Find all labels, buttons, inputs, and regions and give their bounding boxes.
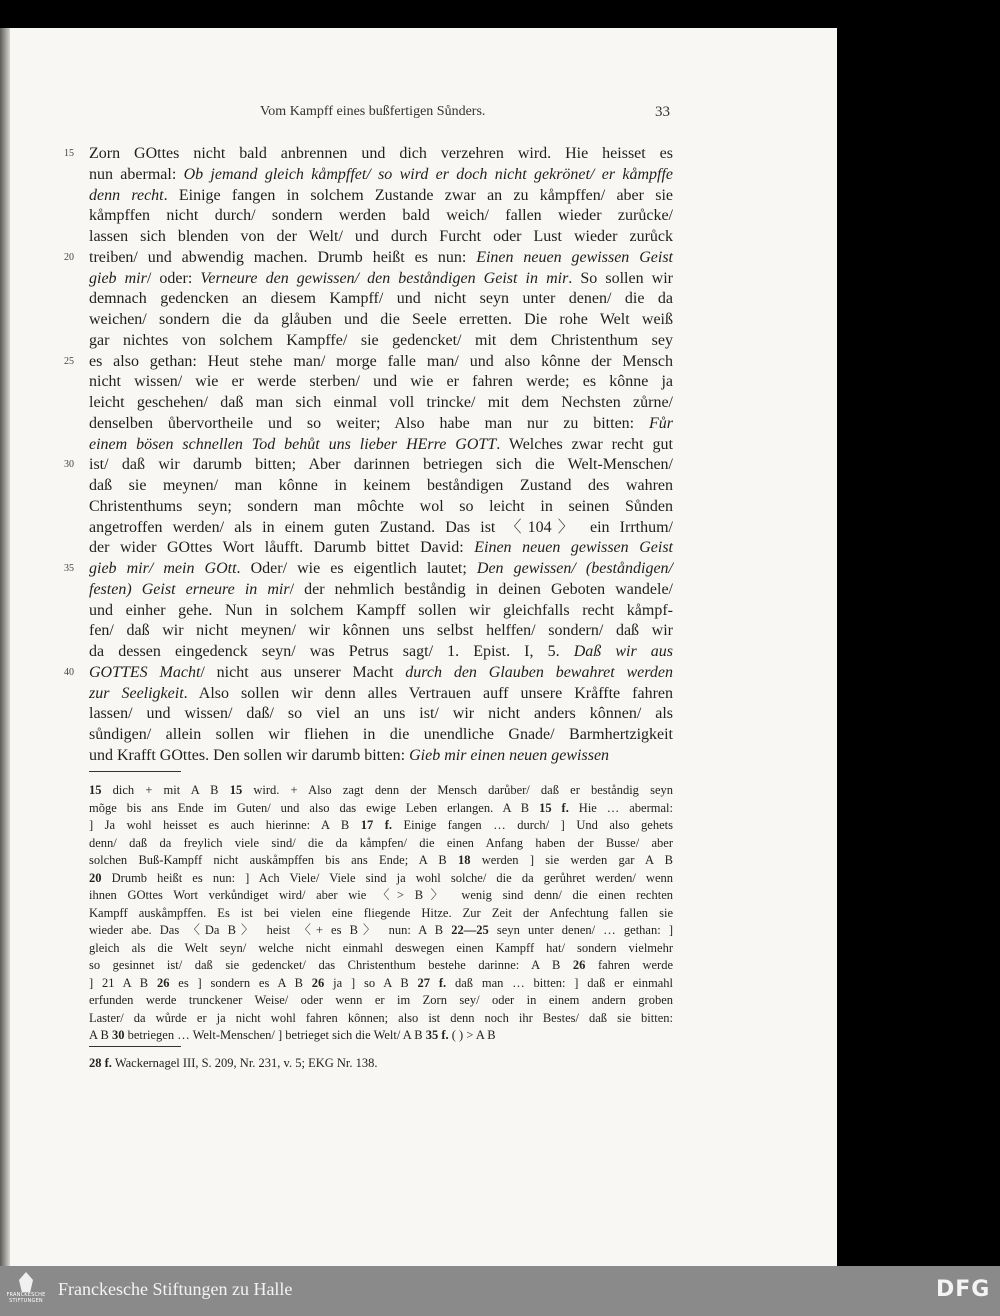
text-segment: . So sollen wir <box>568 269 673 287</box>
text-segment: Drumb heißt es nun: ] Ach Viele/ Viele sind ja wohl solche/ die da gerůhret werden/ wenn <box>101 870 673 885</box>
running-head-title: Vom Kampff eines bußfertigen Sůnders. <box>260 104 486 119</box>
text-segment: seyn unter denen/ … gethan: ] <box>488 923 673 937</box>
text-line <box>89 725 673 746</box>
apparatus-line <box>89 905 673 923</box>
text-segment: . Oder/ wie es eigentlich lautet; <box>236 560 477 577</box>
text-segment: . Also sollen wir denn alles Vertrauen auff unsere Kråffte fahren <box>183 684 673 702</box>
italic-segment: Einen neuen gewissen Geist <box>476 248 673 266</box>
text-segment: ( ) > A B <box>448 1028 496 1042</box>
text-line <box>89 497 673 518</box>
main-text <box>64 144 674 767</box>
text-line <box>89 206 673 227</box>
source-rule <box>89 1046 181 1047</box>
note-lemma-ref: 15 <box>229 783 243 797</box>
text-segment: so gesinnet ist/ daß sie gedencket/ das Christenthum bestehe darinne: A B <box>89 958 573 972</box>
italic-segment: zur Seeligkeit <box>89 684 184 702</box>
francke-logo[interactable] <box>6 1272 46 1312</box>
apparatus-line <box>89 817 673 835</box>
line-number: 15 <box>64 148 74 159</box>
note-lemma-ref: 22—25 <box>451 923 489 937</box>
footnote-rule <box>89 771 181 772</box>
note-lemma-ref: 18 <box>458 853 471 867</box>
note-lemma-ref: 30 <box>111 1028 125 1042</box>
text-segment: es also gethan: Heut stehe man/ morge falle man/ und also kônne der Mensch <box>89 352 673 370</box>
text-segment: wieder abe. Das 〈Da B〉 heist 〈+ es B〉 nun: A B <box>89 923 452 937</box>
text-segment: nicht wissen/ wie er werde sterben/ und wie er fahren werde; es kônne ja <box>89 373 673 391</box>
text-segment: gar nichtes von solchem Kampffe/ sie gedencket/ mit dem Christenthum sey <box>89 331 673 349</box>
text-line <box>89 518 673 539</box>
note-lemma-ref: 28 f. <box>89 1056 112 1070</box>
text-segment: es ] sondern es A B <box>169 975 312 990</box>
text-line <box>89 372 673 393</box>
text-segment: denn/ daß da freylich viele sind/ die da kåmpfen/ die einen Anfang haben der Busse/ aber <box>89 835 673 850</box>
apparatus-line <box>89 940 673 958</box>
text-line <box>89 746 673 767</box>
line-number: 40 <box>64 666 74 678</box>
text-segment: ] Ja wohl heisset es auch hierinne: A B <box>89 818 361 832</box>
text-line <box>89 227 673 248</box>
apparatus-line <box>89 1010 673 1028</box>
text-segment: ] 21 A B <box>89 975 157 990</box>
text-segment: weichen/ sondern die da glåuben und die Seele erretten. Die rohe Welt weiß <box>89 311 673 328</box>
text-segment: betriegen … Welt-Menschen/ ] betrieget sich die Welt/ A B <box>124 1028 426 1042</box>
text-segment: ist/ daß wir darumb bitten; Aber darinnen betriegen sich die Welt-Menschen/ <box>89 456 673 474</box>
italic-segment: gieb mir <box>89 269 147 287</box>
logo-text-line-2: STIFTUNGEN <box>9 1298 43 1304</box>
text-segment: kåmpffen nicht durch/ sondern werden bald weich/ fallen wieder zurůcke/ <box>89 207 673 225</box>
apparatus-line <box>89 870 673 888</box>
text-line <box>64 455 673 476</box>
apparatus-line <box>89 1027 673 1045</box>
text-segment: fen/ daß wir nicht meynen/ wir kônnen uns selbst helffen/ sondern/ daß wir <box>89 622 673 640</box>
italic-segment: denn recht <box>89 186 164 204</box>
italic-segment: durch den Glauben bewahret werden <box>405 663 673 681</box>
text-segment: erfunden werde trunckener Weise/ oder wenn er im Zorn sey/ oder in einem andern groben <box>89 993 673 1007</box>
text-segment: daß man … bitten: ] daß er einmahl <box>446 975 673 990</box>
text-line <box>64 663 673 684</box>
text-segment: mõge bis ans Ende im Guten/ und also das ewige Leben erlangen. A B <box>89 800 540 815</box>
page-left-edge <box>0 28 10 1276</box>
text-line <box>89 621 673 642</box>
italic-segment: GOTTES Macht <box>89 663 201 681</box>
text-line <box>89 538 673 559</box>
text-segment: treiben/ und abwendig machen. Drumb heißt es nun: <box>89 248 477 266</box>
italic-segment: Gieb mir einen neuen gewissen <box>409 746 610 764</box>
note-lemma-ref: 20 <box>89 870 102 885</box>
text-line <box>89 331 673 352</box>
italic-segment: Verneure den gewissen/ den beståndigen Geist in mir <box>200 269 569 287</box>
text-segment: und Krafft GOttes. Den sollen wir darumb bitten: <box>89 746 410 764</box>
text-segment: der wider GOttes Wort låufft. Darumb bittet David: <box>89 539 475 557</box>
text-segment: Wackernagel III, S. 209, Nr. 231, v. 5; EKG Nr. 138. <box>111 1056 378 1070</box>
logo-text-line-1: FRANCKESCHE <box>6 1292 46 1298</box>
source-note <box>89 1056 378 1071</box>
text-segment: / oder: <box>146 269 201 287</box>
text-segment: . Welches zwar recht gut <box>496 435 674 453</box>
text-line <box>89 684 673 705</box>
text-segment: demnach gedencken an diesem Kampff/ und nicht seyn unter denen/ die da <box>89 290 673 308</box>
note-lemma-ref: 26 <box>311 975 325 990</box>
line-number: 20 <box>64 251 74 263</box>
note-lemma-ref: 26 <box>156 975 170 990</box>
italic-segment: Fůr <box>649 414 673 432</box>
running-head <box>0 104 1000 124</box>
page-number: 33 <box>655 104 670 120</box>
text-segment: / der nehmlich beståndig in deinen Geboten wandele/ <box>289 580 673 598</box>
line-number: 30 <box>64 459 74 471</box>
text-line <box>64 248 673 269</box>
institution-name[interactable]: Franckesche Stiftungen zu Halle <box>58 1279 293 1299</box>
italic-segment: festen) Geist erneure in mir <box>89 580 290 598</box>
apparatus-line <box>89 957 673 975</box>
text-segment: . Einige fangen in solchem Zustande zwar an zu kåmpffen/ aber sie <box>163 186 673 204</box>
text-line <box>89 601 673 622</box>
text-segment: Kampff auskåmpffen. Es ist bei vielen eine fliegende Hitze. Zur Zeit der Anfechtung fallen sie <box>89 905 673 920</box>
text-segment: ihnen GOttes Wort verkůndiget wird/ aber wie 〈> B〉 wenig sind denn/ die einen rechten <box>89 888 673 902</box>
text-line <box>64 144 673 165</box>
text-segment: und einher gehe. Nun in solchem Kampff sollen wir gleichfalls recht kåmpf- <box>89 601 673 619</box>
text-line <box>89 476 673 497</box>
text-segment: lassen sich blenden von der Welt/ und durch Furcht oder Lust wieder zurůck <box>89 228 673 245</box>
text-segment: ja ] so A B <box>324 975 418 990</box>
note-lemma-ref: 15 f. <box>539 800 569 815</box>
text-line <box>89 393 673 414</box>
text-line <box>89 289 673 310</box>
text-segment: werden ] sie werden gar A B <box>470 853 673 867</box>
text-line <box>89 165 673 186</box>
text-segment: gleich als die Welt seyn/ welche nicht einmahl deswegen einen Kampff hat/ sondern vielmehr <box>89 940 673 955</box>
text-segment: fahren werde <box>585 958 673 972</box>
francke-emblem-icon <box>19 1272 33 1292</box>
italic-segment: Daß wir aus <box>573 643 674 660</box>
text-segment: nun abermal: <box>89 165 184 183</box>
note-lemma-ref: 27 f. <box>417 975 447 990</box>
critical-apparatus <box>89 782 673 1045</box>
text-line <box>89 310 673 331</box>
footer-bar <box>0 1266 1000 1316</box>
note-lemma-ref: 17 f. <box>360 818 392 832</box>
apparatus-line <box>89 992 673 1010</box>
apparatus-line <box>89 782 673 800</box>
text-segment: lassen/ und wissen/ daß/ so viel an uns ist/ wir nicht anders kônnen/ als <box>89 705 673 723</box>
text-segment: wird. + Also zagt denn der Mensch darůber/ daß er beståndig seyn <box>242 783 673 797</box>
text-line <box>89 704 673 725</box>
text-segment: Hie … abermal: <box>568 800 673 815</box>
italic-segment: Den gewissen/ (beståndigen/ <box>476 560 673 577</box>
text-line <box>89 580 673 601</box>
text-line <box>64 559 673 580</box>
note-lemma-ref: 26 <box>572 958 586 972</box>
text-segment: Laster/ da wůrde er ja nicht wohl fahren kônnen; also ist denn noch ihr Bestes/ daß sie bitten: <box>89 1010 673 1025</box>
text-segment: daß sie meynen/ man kônne in keinem beståndigen Zustand des wahren <box>89 477 673 494</box>
apparatus-line <box>89 852 673 870</box>
apparatus-line <box>89 835 673 853</box>
text-line <box>89 414 673 435</box>
line-number: 35 <box>64 563 74 574</box>
apparatus-line <box>89 922 673 940</box>
text-line <box>89 186 673 207</box>
text-segment: / nicht aus unserer Macht <box>200 663 406 681</box>
text-segment: Einige fangen … durch/ ] Und also gehets <box>392 818 673 832</box>
text-line <box>89 642 673 663</box>
text-segment: dich + mit A B <box>101 783 230 797</box>
apparatus-line <box>89 800 673 818</box>
italic-segment: Ob jemand gleich kåmpffet/ so wird er doch nicht gekrönet/ er kåmpffe <box>183 165 673 183</box>
text-segment: leicht geschehen/ daß man sich einmal voll trincke/ mit dem Nechsten zůrne/ <box>89 394 673 411</box>
text-segment: da dessen eingedenck seyn/ was Petrus sagt/ 1. Epist. I, 5. <box>89 643 574 660</box>
italic-segment: Einen neuen gewissen Geist <box>474 539 673 557</box>
apparatus-line <box>89 975 673 993</box>
text-line <box>89 435 673 456</box>
line-number: 25 <box>64 355 74 367</box>
text-segment: denselben ůbervortheile und so weiter; Also habe man nur zu bitten: <box>89 414 649 432</box>
text-segment: Zorn GOttes nicht bald anbrennen und dich verzehren wird. Hie heisset es <box>89 145 673 162</box>
text-segment: solchen Buß-Kampff nicht auskåmpffen bis ans Ende; A B <box>89 853 458 867</box>
note-lemma-ref: 35 f. <box>425 1028 449 1042</box>
text-segment: A B <box>89 1028 112 1042</box>
dfg-logo[interactable]: DFG <box>936 1277 991 1302</box>
text-line <box>64 352 673 373</box>
note-lemma-ref: 15 <box>89 783 102 797</box>
apparatus-line <box>89 887 673 905</box>
text-segment: sůndigen/ allein sollen wir fliehen in die unendliche Gnade/ Barmhertzigkeit <box>89 726 673 743</box>
text-line <box>89 269 673 290</box>
italic-segment: einem bösen schnellen Tod behůt uns lieber HErre GOTT <box>89 435 497 453</box>
italic-segment: gieb mir/ mein GOtt <box>89 560 237 577</box>
text-segment: Christenthums seyn; sondern man môchte wol so leicht in seinen Sůnden <box>89 497 673 515</box>
text-segment: angetroffen werden/ als in einem guten Zustand. Das ist 〈104〉 ein Irrthum/ <box>89 518 673 536</box>
